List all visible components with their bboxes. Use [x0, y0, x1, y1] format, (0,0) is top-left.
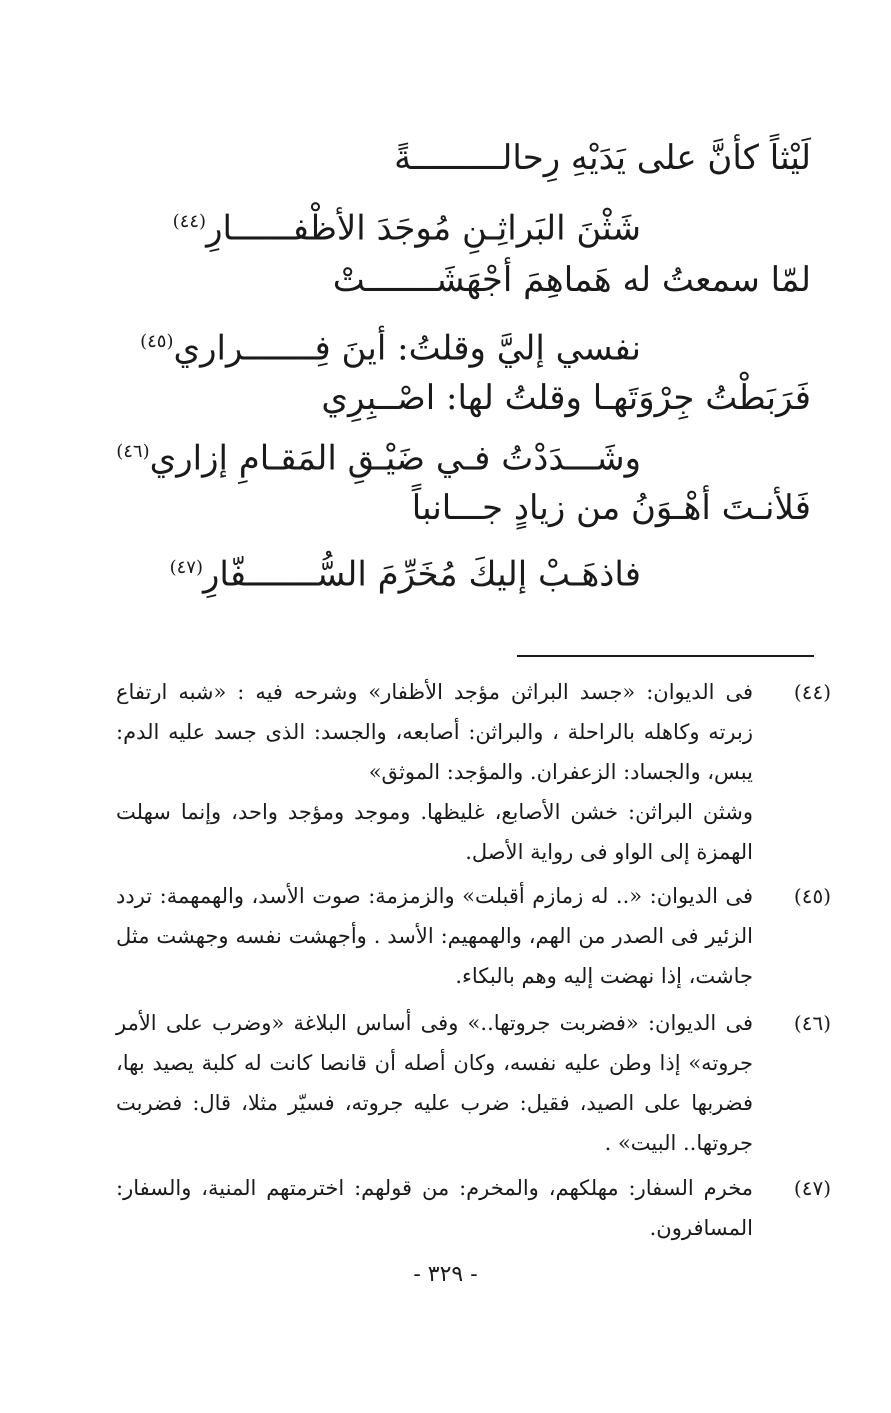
poem-line-text: لَيْثاً كأنَّ على يَدَيْهِ رِحالـــــــــةً: [394, 138, 811, 178]
footnote-separator: [517, 655, 814, 657]
footnote-paragraph: فى الديوان: «.. له زمازم أقبلت» والزمزمة: صوت الأسد، والهمهمة: تردد الزئير فى الصدر من الهم، والهمهيم: الأسد . وأجهشت نفسه وجهشت مثل جاشت، إذا نهضت إليه وهم بالبكاء.: [116, 884, 753, 988]
poem-line-text: فَلأنـتَ أهْـوَنُ من زيادٍ جـــانباً: [411, 488, 811, 528]
poem-line-text: نفسي إليَّ وقلتُ: أينَ فِـــــــراري: [173, 328, 641, 369]
footnote-body: [116, 1168, 753, 1248]
poem-line: [412, 488, 811, 528]
poem-line: [321, 378, 811, 418]
footnote: [116, 876, 831, 996]
poem-line: [394, 138, 811, 178]
footnote-number: (٤٤): [793, 680, 831, 704]
poem-line: [114, 432, 641, 478]
footnote-body: [116, 672, 753, 872]
poem-line: [138, 322, 641, 368]
footnote-body: [116, 1003, 753, 1163]
footnote-paragraph: فى الديوان: «جسد البراثن مؤجد الأظفار» وشرحه فيه : «شبه ارتفاع زبرته وكاهله بالراحلة ، والبراثن: أصابعه، والجسد: الذى جسد عليه الدم: يبس، والجساد: الزعفران. والمؤجد: الموثق»: [116, 680, 753, 784]
footnote-paragraph: مخرم السفار: مهلكهم، والمخرم: من قولهم: اخترمتهم المنية، والسفار: المسافرون.: [116, 1176, 753, 1240]
footnote: [116, 1168, 831, 1248]
poem-line: [333, 260, 811, 300]
poem-line-text: شَثْنَ البَراثِـنِ مُوجَدَ الأظْفــــــارِ: [206, 208, 641, 249]
footnote-ref: (٤٤): [172, 211, 207, 232]
page-number: - ٣٢٩ -: [413, 1262, 478, 1287]
footnote-ref: (٤٦): [116, 441, 150, 462]
footnote-paragraph: وشثن البراثن: خشن الأصابع، غليظها. وموجد ومؤجد واحد، وإنما سهلت الهمزة إلى الواو فى رواية الأصل.: [116, 800, 753, 864]
poem-line-text: فاذهَـبْ إليكَ مُخَرِّمَ السُّـــــــفّارِ: [203, 554, 641, 595]
poem-line: [171, 202, 641, 248]
poem-line-text: فَرَبَطْتُ جِرْوَتَهـا وقلتُ لها: اصْــبِرِي: [321, 378, 811, 418]
footnote: [116, 672, 831, 872]
footnote-ref: (٤٥): [140, 331, 174, 352]
footnote-paragraph: فى الديوان: «فضربت جروتها..» وفى أساس البلاغة «وضرب على الأمر جروته» إذا وطن عليه نفسه، وكان أصله أن قانصا كانت له كلبة يصيد بها، فضربها على الصيد، فقيل: ضرب عليه جروته، فسيّر مثلا، قال: فضربت جروتها.. البيت» .: [116, 1011, 753, 1155]
poem-line-text: وشَـــدَدْتُ فـي ضَيْـقِ المَقـامِ إزاري: [149, 438, 641, 479]
footnote-number: (٤٦): [793, 1011, 831, 1035]
poem-line: [168, 548, 641, 594]
footnote-ref: (٤٧): [169, 557, 204, 578]
footnote-number: (٤٥): [793, 884, 831, 908]
footnote: [116, 1003, 831, 1163]
poem-line-text: لمّا سمعتُ له هَماهِمَ أجْهَشَـــــــتْ: [332, 260, 811, 300]
footnote-number: (٤٧): [793, 1176, 831, 1200]
footnote-body: [116, 876, 753, 996]
